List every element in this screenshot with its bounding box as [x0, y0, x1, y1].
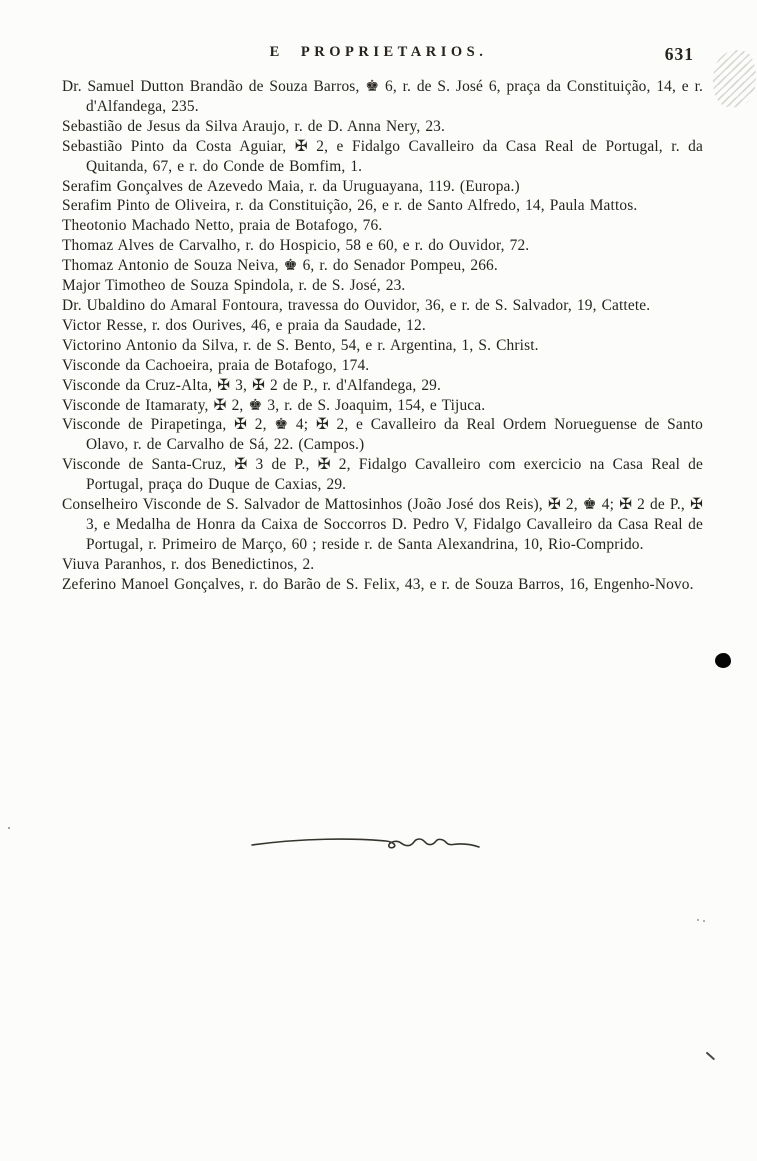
directory-entry: Viuva Paranhos, r. dos Benedictinos, 2.: [62, 555, 315, 573]
ink-blot-artifact: [715, 653, 731, 668]
directory-entry: Victor Resse, r. dos Ourives, 46, e praia da Saudade, 12.: [62, 316, 426, 334]
directory-entry: Visconde da Cachoeira, praia de Botafogo, 174.: [62, 356, 370, 374]
directory-entry: Serafim Gonçalves de Azevedo Maia, r. da Uruguayana, 119. (Europa.): [62, 177, 520, 195]
directory-entry: Dr. Ubaldino do Amaral Fontoura, travessa do Ouvidor, 36, e r. de S. Salvador, 19, Cattete.: [62, 296, 651, 314]
scan-speck-artifact: [697, 919, 699, 921]
directory-entry: Visconde de Santa-Cruz, ✠ 3 de P., ✠ 2, Fidalgo Cavalleiro com exercicio na Casa Real de Portugal, praça do Duque de Caxias, 29.: [62, 456, 703, 494]
scan-speck-artifact: [8, 827, 10, 829]
page-header: [0, 44, 757, 70]
directory-entry: Conselheiro Visconde de S. Salvador de Mattosinhos (João José dos Reis), ✠ 2, ♚ 4; ✠ 2 de P., ✠ 3, e Medalha de Honra da Caixa de Soccorros D. Pedro V, Fidalgo Cavalleiro da Casa Real de Portugal, r. Primeiro de Março, 60 ; reside r. de Santa Alexandrina, 10, Rio-Comprido.: [62, 496, 703, 553]
flourish-divider-icon: [248, 832, 483, 854]
directory-entry: Visconde de Itamaraty, ✠ 2, ♚ 3, r. de S. Joaquim, 154, e Tijuca.: [62, 396, 486, 414]
directory-entry: Theotonio Machado Netto, praia de Botafogo, 76.: [62, 217, 383, 235]
running-title: E PROPRIETARIOS.: [269, 44, 488, 60]
directory-entry: Sebastião Pinto da Costa Aguiar, ✠ 2, e Fidalgo Cavalleiro da Casa Real de Portugal, r. da Quitanda, 67, e r. do Conde de Bomfim, 1.: [62, 137, 703, 175]
scan-tick-artifact: [706, 1052, 715, 1061]
directory-entry: Serafim Pinto de Oliveira, r. da Constituição, 26, e r. de Santo Alfredo, 14, Paula Mattos.: [62, 197, 638, 215]
directory-entry: Thomaz Antonio de Souza Neiva, ♚ 6, r. do Senador Pompeu, 266.: [62, 257, 498, 275]
directory-entry: Visconde da Cruz-Alta, ✠ 3, ✠ 2 de P., r. d'Alfandega, 29.: [62, 376, 442, 394]
directory-entry: Thomaz Alves de Carvalho, r. do Hospicio, 58 e 60, e r. do Ouvidor, 72.: [62, 237, 530, 255]
directory-entry: Visconde de Pirapetinga, ✠ 2, ♚ 4; ✠ 2, e Cavalleiro da Real Ordem Norueguense de Santo Olavo, r. de Carvalho de Sá, 22. (Campos.): [62, 416, 703, 454]
directory-entry: Victorino Antonio da Silva, r. de S. Bento, 54, e r. Argentina, 1, S. Christ.: [62, 336, 539, 354]
directory-entry: Major Timotheo de Souza Spindola, r. de S. José, 23.: [62, 277, 406, 295]
directory-entries: [62, 77, 703, 595]
directory-entry: Zeferino Manoel Gonçalves, r. do Barão de S. Felix, 43, e r. de Souza Barros, 16, Engenho-Novo.: [62, 575, 694, 593]
page-number: 631: [664, 44, 694, 64]
directory-entry: Dr. Samuel Dutton Brandão de Souza Barros, ♚ 6, r. de S. José 6, praça da Constituição, 14, e r. d'Alfandega, 235.: [62, 78, 703, 115]
directory-entry: Sebastião de Jesus da Silva Araujo, r. de D. Anna Nery, 23.: [62, 117, 446, 135]
